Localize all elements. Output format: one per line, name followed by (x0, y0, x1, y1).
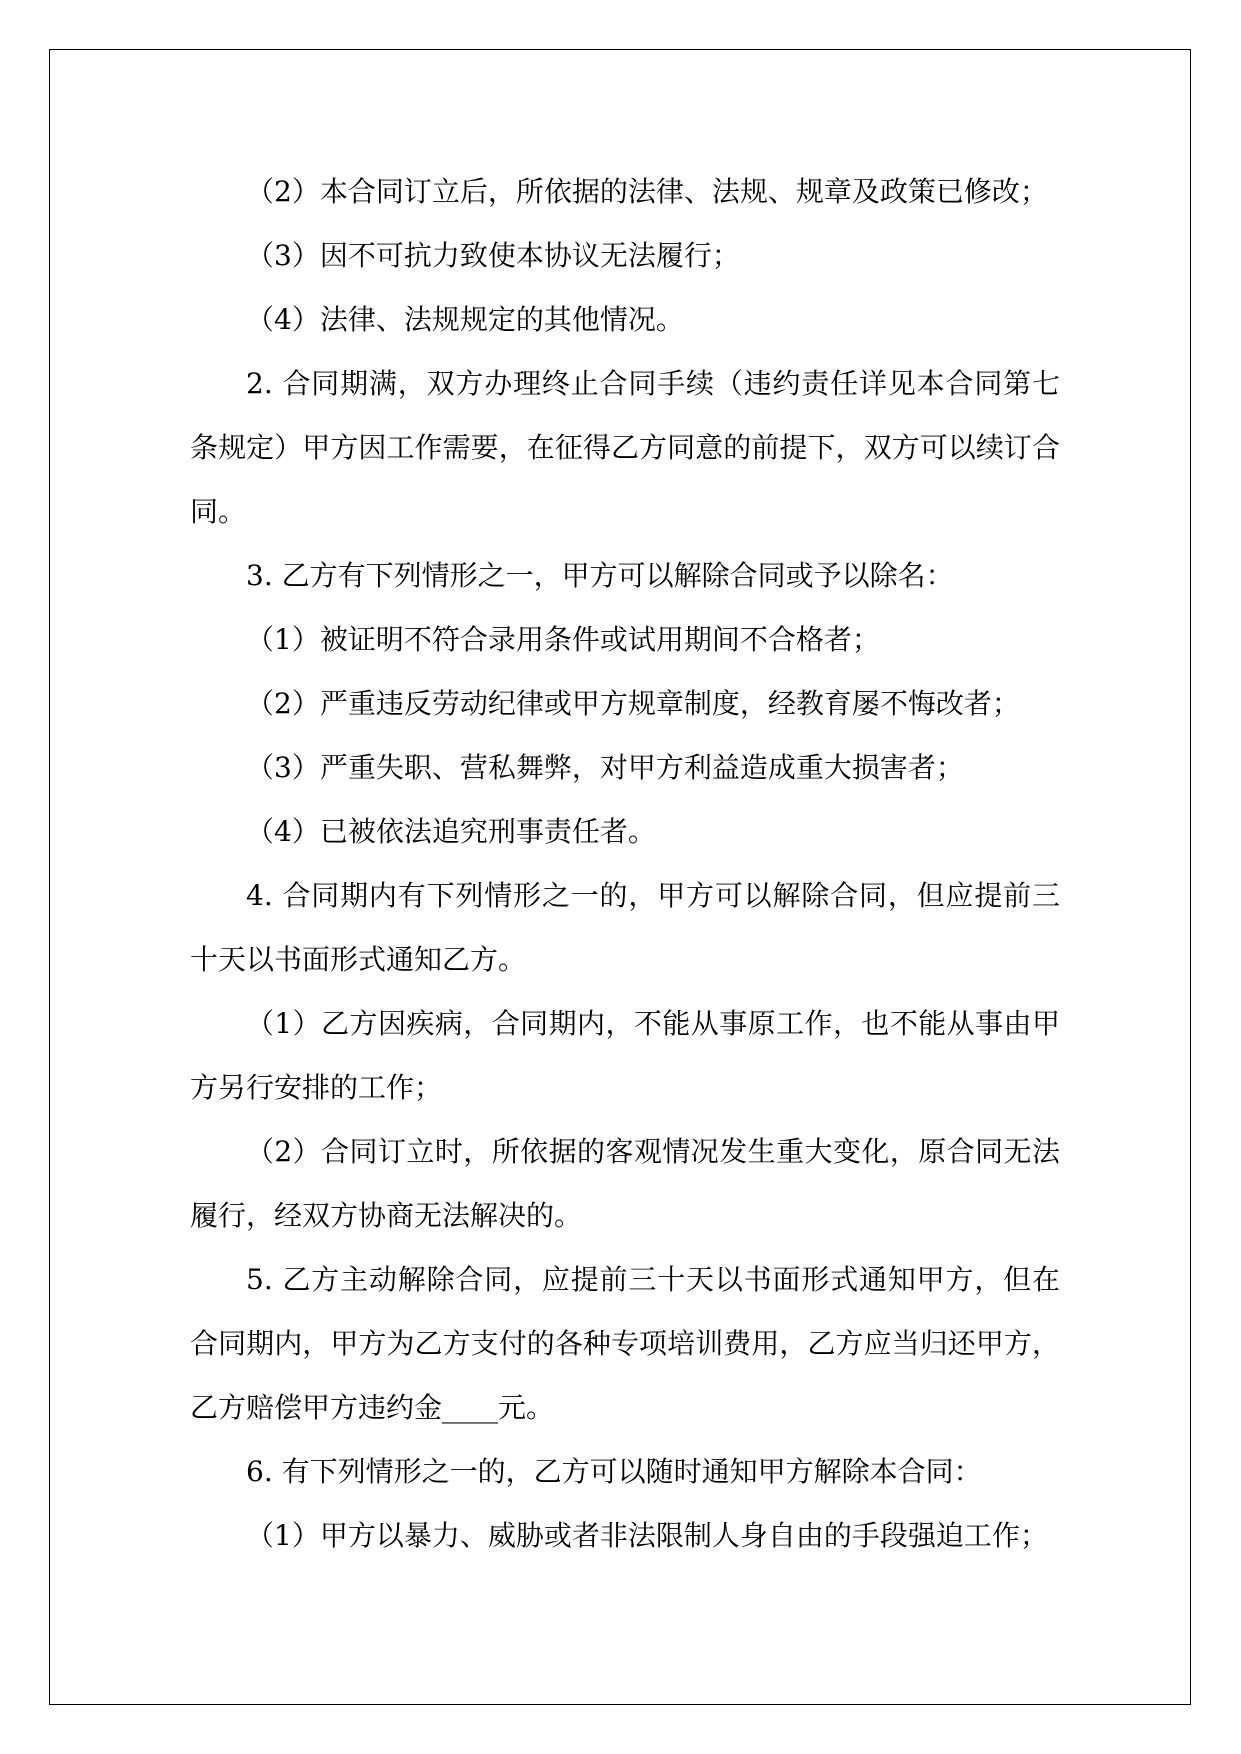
clause-4-item-1: （1）乙方因疾病，合同期内，不能从事原工作，也不能从事由甲方另行安排的工作； (190, 1007, 1060, 1104)
clause-item-2-law-changed: （2）本合同订立后，所依据的法律、法规、规章及政策已修改； (246, 175, 1048, 208)
clause-3-item-2: （2）严重违反劳动纪律或甲方规章制度，经教育屡不悔改者； (246, 687, 1020, 720)
clause-2-contract-expiry: 2. 合同期满，双方办理终止合同手续（违约责任详见本合同第七条规定）甲方因工作需要，在征得乙方同意的前提下，双方可以续订合同。 (190, 367, 1060, 528)
clause-3-item-1: （1）被证明不符合录用条件或试用期间不合格者； (246, 623, 880, 656)
document-body (190, 160, 1060, 1568)
clause-6-immediate-termination: 6. 有下列情形之一的，乙方可以随时通知甲方解除本合同： (246, 1455, 982, 1488)
clause-3-item-3: （3）严重失职、营私舞弊，对甲方利益造成重大损害者； (246, 751, 964, 784)
clause-3-item-4: （4）已被依法追究刑事责任者。 (246, 815, 656, 848)
clause-4-item-2: （2）合同订立时，所依据的客观情况发生重大变化，原合同无法履行，经双方协商无法解决的。 (190, 1135, 1060, 1232)
clause-item-3-force-majeure: （3）因不可抗力致使本协议无法履行； (246, 239, 740, 272)
clause-4-termination-notice: 4. 合同期内有下列情形之一的，甲方可以解除合同，但应提前三十天以书面形式通知乙方。 (190, 879, 1060, 976)
clause-item-4-other: （4）法律、法规规定的其他情况。 (246, 303, 684, 336)
clause-5-employee-termination: 5. 乙方主动解除合同，应提前三十天以书面形式通知甲方，但在合同期内，甲方为乙方支付的各种专项培训费用，乙方应当归还甲方，乙方赔偿甲方违约金____元。 (190, 1263, 1060, 1424)
clause-6-item-1: （1）甲方以暴力、威胁或者非法限制人身自由的手段强迫工作； (246, 1519, 1048, 1552)
clause-3-dismissal: 3. 乙方有下列情形之一，甲方可以解除合同或予以除名： (246, 559, 954, 592)
